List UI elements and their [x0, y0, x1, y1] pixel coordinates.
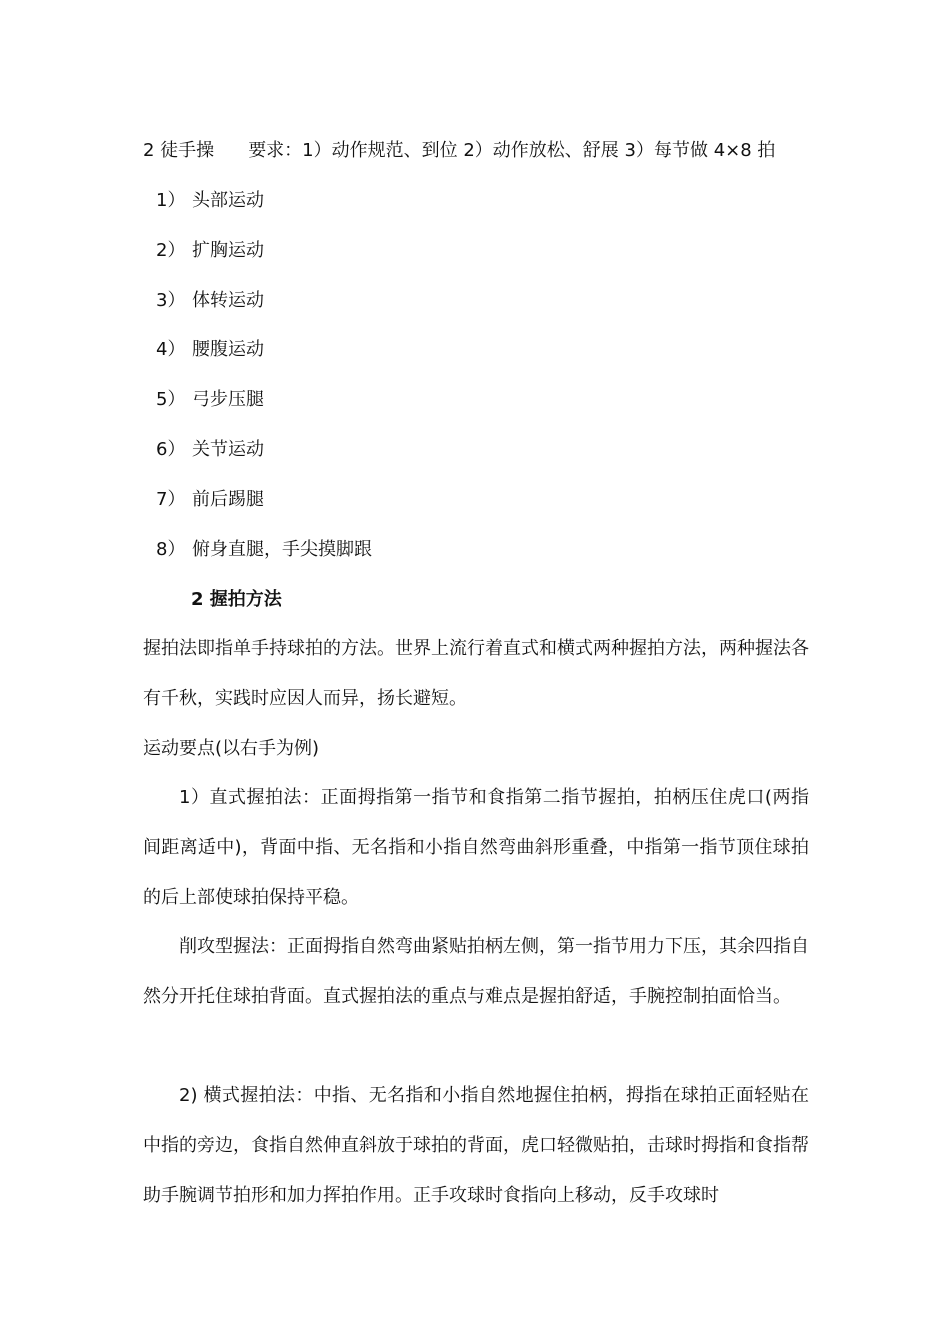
exercise-requirements: 要求：1）动作规范、到位 2）动作放松、舒展 3）每节做 4×8 拍: [248, 140, 776, 161]
list-item-number: 5）: [156, 389, 186, 410]
list-item-label: 体转运动: [192, 290, 264, 311]
list-item-number: 1）: [156, 190, 186, 211]
list-item: [156, 289, 264, 313]
list-item-label: 关节运动: [192, 439, 264, 460]
list-item: [156, 488, 264, 512]
list-item-number: 2）: [156, 240, 186, 261]
section-heading: 2 握拍方法: [191, 589, 282, 610]
list-item: [156, 189, 264, 213]
list-item-number: 6）: [156, 439, 186, 460]
list-item-label: 弓步压腿: [192, 389, 264, 410]
list-item: [156, 388, 264, 412]
list-item-label: 扩胸运动: [192, 240, 264, 261]
intro-paragraph: 握拍法即指单手持球拍的方法。世界上流行着直式和横式两种握拍方法，两种握法各有千秋，实践时应因人而异，扬长避短。: [143, 638, 809, 709]
exercise-title: 2 徒手操: [143, 140, 215, 161]
horizontal-grip-paragraph: 2) 横式握拍法：中指、无名指和小指自然地握住拍柄，拇指在球拍正面轻贴在中指的旁边，食指自然伸直斜放于球拍的背面，虎口轻微贴拍，击球时拇指和食指帮助手腕调节拍形和加力挥拍作用。正手攻球时食指向上移动，反手攻球时: [143, 1085, 809, 1206]
list-item-label: 前后踢腿: [192, 489, 264, 510]
list-item: [156, 538, 372, 562]
list-item-number: 4）: [156, 339, 186, 360]
key-points-label: 运动要点(以右手为例): [143, 738, 320, 759]
list-item-number: 3）: [156, 290, 186, 311]
list-item-label: 腰腹运动: [192, 339, 264, 360]
chop-attack-grip-paragraph: 削攻型握法：正面拇指自然弯曲紧贴拍柄左侧，第一指节用力下压，其余四指自然分开托住球拍背面。直式握拍法的重点与难点是握拍舒适，手腕控制拍面恰当。: [143, 936, 809, 1007]
exercise-header: [143, 139, 775, 163]
list-item-number: 7）: [156, 489, 186, 510]
list-item-label: 俯身直腿，手尖摸脚跟: [192, 539, 372, 560]
list-item: [156, 438, 264, 462]
list-item: [156, 338, 264, 362]
list-item: [156, 239, 264, 263]
list-item-number: 8）: [156, 539, 186, 560]
list-item-label: 头部运动: [192, 190, 264, 211]
straight-grip-paragraph: 1）直式握拍法：正面拇指第一指节和食指第二指节握拍，拍柄压住虎口(两指间距离适中)，背面中指、无名指和小指自然弯曲斜形重叠，中指第一指节顶住球拍的后上部使球拍保持平稳。: [143, 787, 809, 908]
